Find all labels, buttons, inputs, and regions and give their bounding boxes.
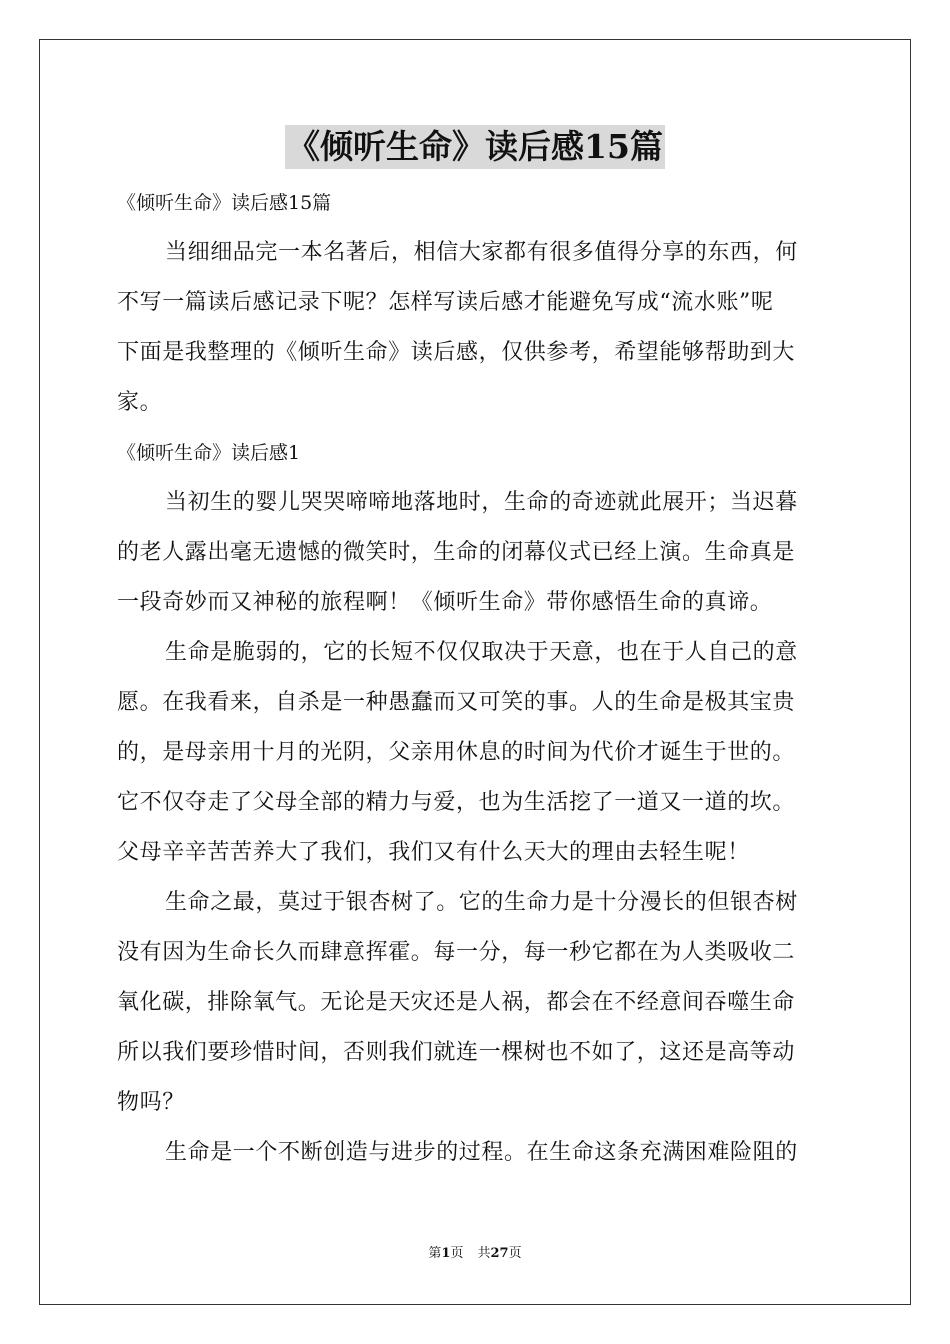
footer-total-pages: 27 (490, 1246, 509, 1261)
text-line: 的老人露出毫无遗憾的微笑时，生命的闭幕仪式已经上演。生命真是 (117, 540, 796, 565)
text-line: 物吗？ (117, 1090, 185, 1115)
text-line: 生命是一个不断创造与进步的过程。在生命这条充满困难险阻的 (165, 1140, 798, 1165)
title-container (0, 125, 950, 169)
text-line: 当细细品完一本名著后，相信大家都有很多值得分享的东西，何 (165, 240, 798, 265)
text-line: 愿。在我看来，自杀是一种愚蠢而又可笑的事。人的生命是极其宝贵 (117, 690, 796, 715)
footer-total-suffix: 页 (508, 1246, 522, 1261)
document-body (117, 178, 833, 1178)
text-line: 生命是脆弱的，它的长短不仅仅取决于天意，也在于人自己的意 (165, 640, 798, 665)
page-footer (0, 1244, 950, 1264)
text-line: 的，是母亲用十月的光阴，父亲用休息的时间为代价才诞生于世的。 (117, 740, 796, 765)
document-title: 《倾听生命》读后感15篇 (285, 125, 665, 169)
text-line: 没有因为生命长久而肆意挥霍。每一分，每一秒它都在为人类吸收二 (117, 940, 796, 965)
text-line: 氧化碳，排除氧气。无论是天灾还是人祸，都会在不经意间吞噬生命 (117, 990, 796, 1015)
section-heading: 《倾听生命》读后感1 (117, 442, 301, 464)
footer-prefix: 第 (428, 1246, 442, 1261)
footer-page-number: 1 (441, 1246, 451, 1261)
text-line: 当初生的婴儿哭哭啼啼地落地时，生命的奇迹就此展开；当迟暮 (165, 490, 798, 515)
text-line: 所以我们要珍惜时间，否则我们就连一棵树也不如了，这还是高等动 (117, 1040, 796, 1065)
text-line: 下面是我整理的《倾听生命》读后感，仅供参考，希望能够帮助到大 (117, 340, 796, 365)
text-line: 一段奇妙而又神秘的旅程啊！《倾听生命》带你感悟生命的真谛。 (117, 590, 773, 615)
text-line: 不写一篇读后感记录下呢？怎样写读后感才能避免写成“流水账”呢 (117, 290, 774, 315)
text-line: 它不仅夺走了父母全部的精力与爱，也为生活挖了一道又一道的坎。 (117, 790, 796, 815)
section-heading: 《倾听生命》读后感15篇 (117, 192, 332, 214)
footer-page-suffix: 页 (450, 1246, 464, 1261)
text-line: 父母辛辛苦苦养大了我们，我们又有什么天大的理由去轻生呢！ (117, 840, 750, 865)
text-line: 家。 (117, 390, 163, 415)
text-line: 生命之最，莫过于银杏树了。它的生命力是十分漫长的但银杏树 (165, 890, 798, 915)
footer-total-prefix: 共 (477, 1246, 491, 1261)
